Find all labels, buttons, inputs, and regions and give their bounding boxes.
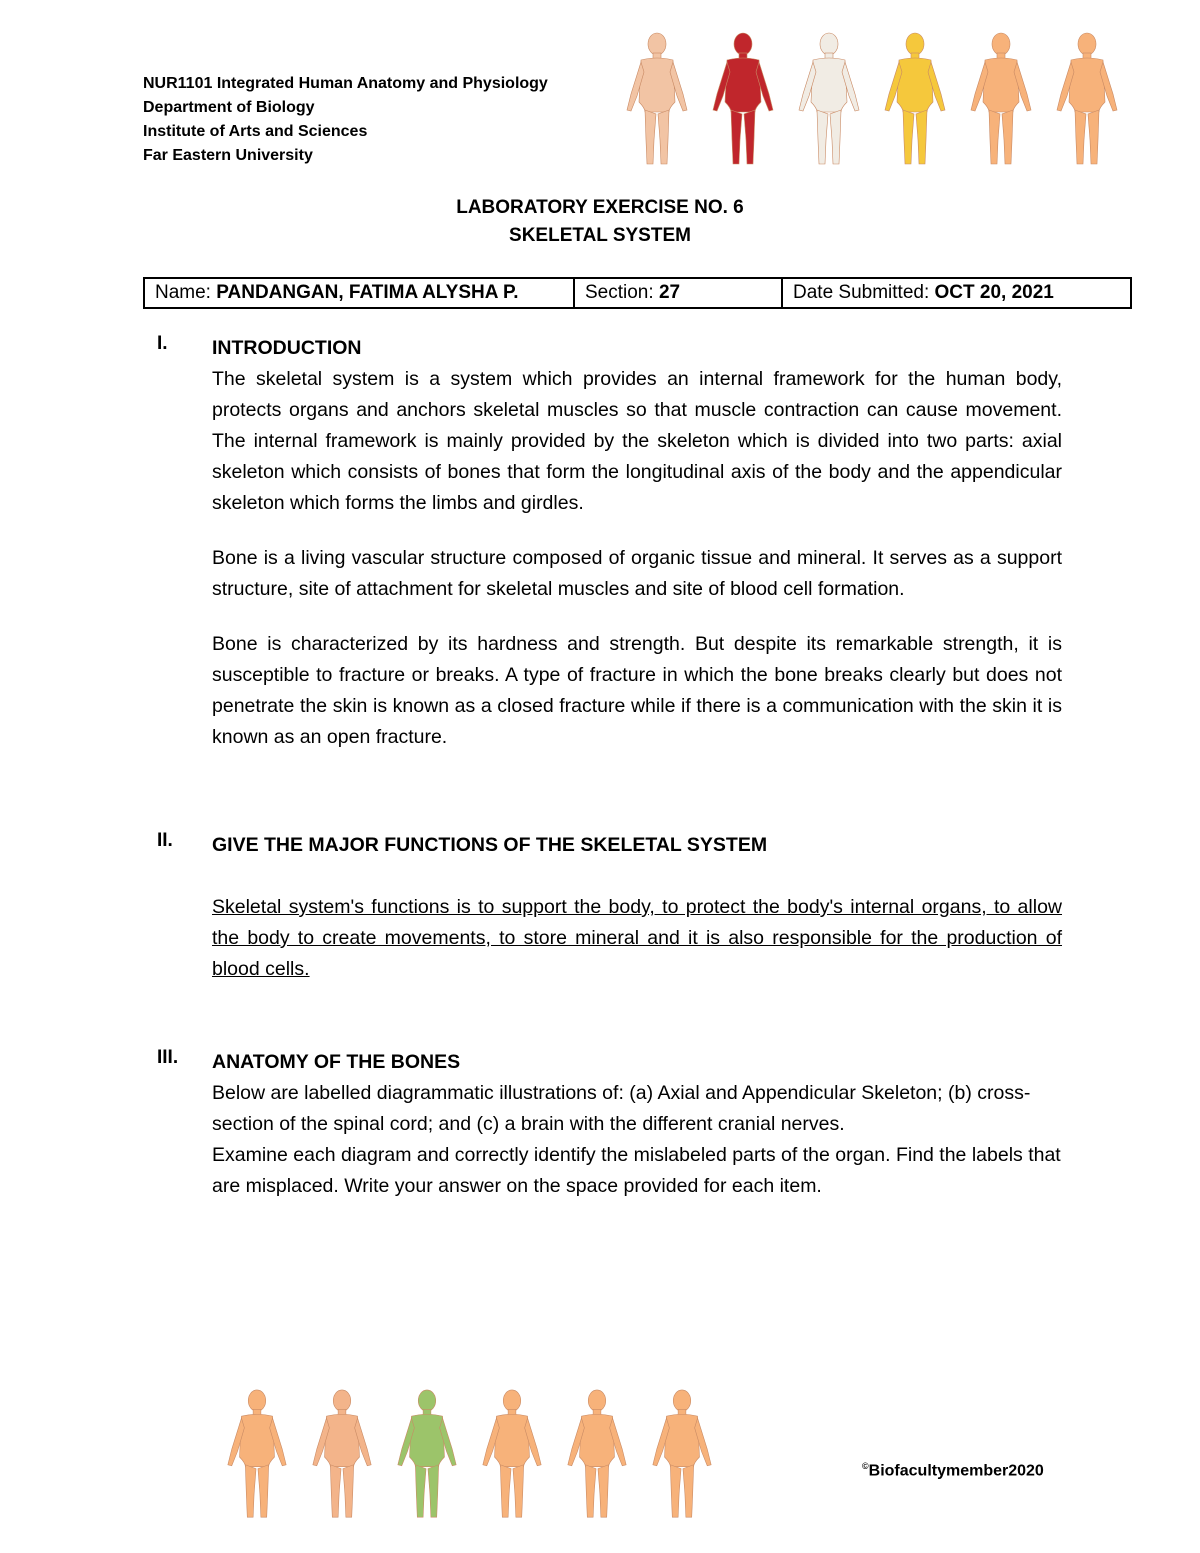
exercise-number: LABORATORY EXERCISE NO. 6	[456, 197, 744, 218]
body-systems-figures-top	[622, 28, 1122, 173]
section-number-1: I.	[157, 333, 168, 354]
exercise-topic: SKELETAL SYSTEM	[509, 225, 691, 246]
functions-answer: Skeletal system's functions is to support the body, to protect the body's internal organs, to allow the body to create movements, to store mineral and it is also responsible for the production of blood cells.	[212, 896, 1062, 980]
nervous-figure	[885, 33, 945, 164]
male-reproductive-figure	[568, 1390, 626, 1517]
respiratory-figure	[1057, 33, 1117, 164]
course-name: NUR1101 Integrated Human Anatomy and Physiology	[143, 75, 548, 92]
course-header	[143, 72, 548, 168]
section-cell: Section: 27	[574, 278, 782, 308]
date-submitted: OCT 20, 2021	[934, 282, 1054, 303]
section-functions	[157, 830, 1062, 985]
muscular-figure	[713, 33, 773, 164]
circulatory-figure	[313, 1390, 371, 1517]
section-number-2: II.	[157, 830, 173, 851]
section-number: 27	[658, 282, 681, 303]
anatomy-paragraph-2: Examine each diagram and correctly identify the mislabeled parts of the organ. Find the labels that are misplaced. Write your answer on the space provided for each item.	[212, 1144, 1061, 1197]
section-title-functions: GIVE THE MAJOR FUNCTIONS OF THE SKELETAL SYSTEM	[212, 834, 768, 856]
intro-paragraph-2: Bone is a living vascular structure composed of organic tissue and mineral. It serves as a support structure, site of attachment for skeletal muscles and site of blood cell formation.	[212, 547, 1062, 600]
skeletal-figure	[799, 33, 859, 164]
name-cell: Name: PANDANGAN, FATIMA ALYSHA P.	[144, 278, 574, 308]
section-title-anatomy: ANATOMY OF THE BONES	[212, 1051, 461, 1073]
anatomy-paragraph-1: Below are labelled diagrammatic illustrations of: (a) Axial and Appendicular Skeleton; (b) cross-section of the spinal cord; and (c) a brain with the different cranial nerves.	[212, 1082, 1031, 1135]
section-introduction	[157, 333, 1062, 753]
endocrine-figure	[228, 1390, 286, 1517]
date-cell: Date Submitted: OCT 20, 2021	[782, 278, 1131, 308]
student-info-table	[143, 277, 1132, 309]
female-reproductive-figure	[653, 1390, 711, 1517]
section-anatomy	[157, 1047, 1062, 1202]
body-outline-figure	[627, 33, 687, 164]
section-number-3: III.	[157, 1047, 179, 1068]
copyright-symbol: ©	[862, 1461, 869, 1471]
lymphatic-figure	[398, 1390, 456, 1517]
institute-name: Institute of Arts and Sciences	[143, 123, 368, 140]
copyright-text: Biofacultymember2020	[868, 1462, 1044, 1480]
copyright-notice	[862, 1461, 1044, 1480]
intro-paragraph-3: Bone is characterized by its hardness and strength. But despite its remarkable strength, it is susceptible to fracture or breaks. A type of fracture in which the bone breaks clearly but does not penetrate the skin is known as a closed fracture while if there is a communication with the skin it is known as an open fracture.	[212, 633, 1062, 748]
university-name: Far Eastern University	[143, 147, 313, 164]
department-name: Department of Biology	[143, 99, 315, 116]
digestive-figure	[971, 33, 1031, 164]
intro-paragraph-1: The skeletal system is a system which provides an internal framework for the human body, protects organs and anchors skeletal muscles so that muscle contraction can cause movement. The internal framework is mainly provided by the skeleton which is divided into two parts: axial skeleton which consists of bones that form the longitudinal axis of the body and the appendicular skeleton which forms the limbs and girdles.	[212, 368, 1062, 514]
body-systems-figures-bottom	[222, 1385, 722, 1525]
urinary-figure	[483, 1390, 541, 1517]
exercise-title	[0, 194, 1200, 250]
section-title-introduction: INTRODUCTION	[212, 337, 362, 359]
student-name: PANDANGAN, FATIMA ALYSHA P.	[216, 282, 519, 303]
